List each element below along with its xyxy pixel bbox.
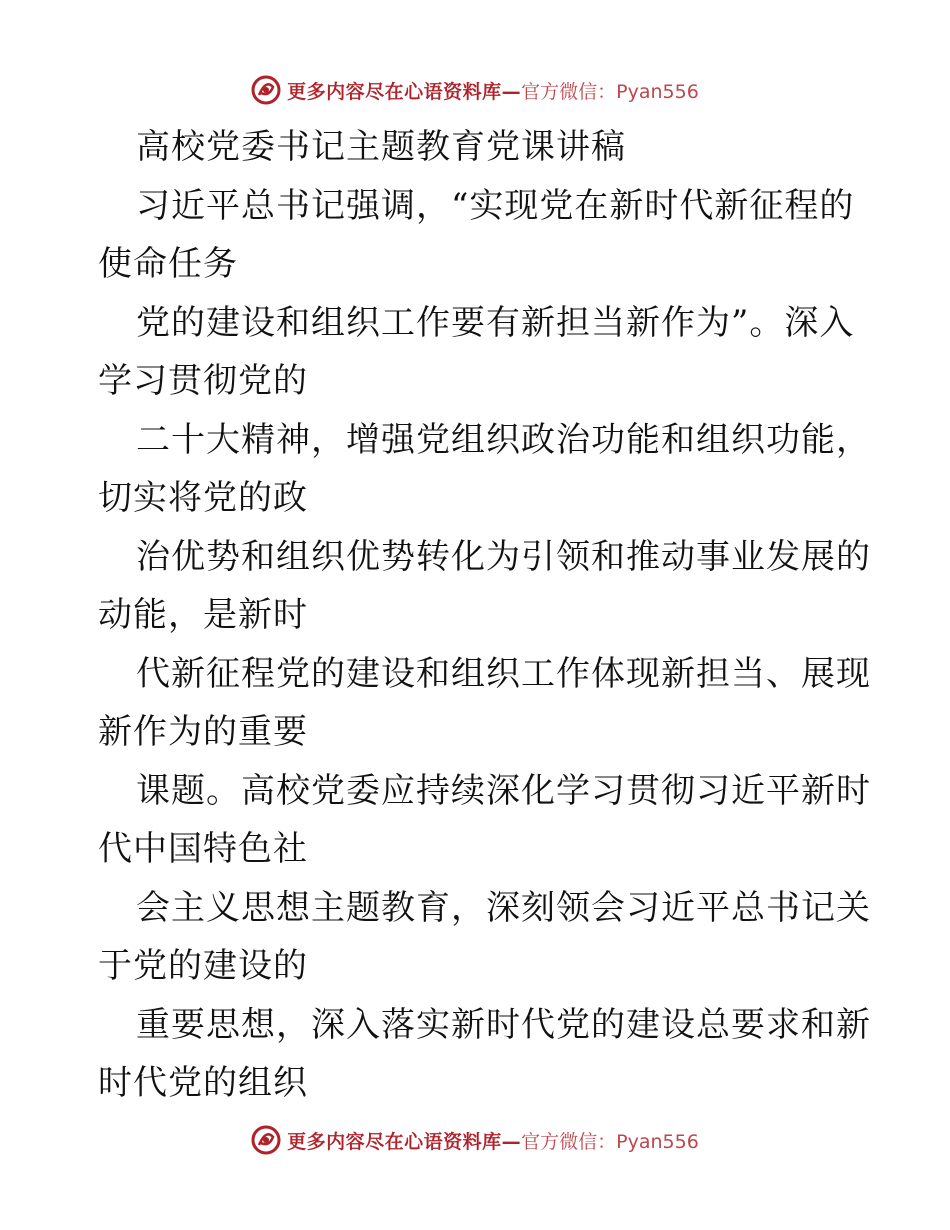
text-line: 重要思想，深入落实新时代党的建设总要求和新 bbox=[136, 1004, 871, 1045]
text-line: 于党的建设的 bbox=[98, 946, 308, 986]
footer-banner bbox=[0, 1120, 950, 1160]
text-line: 党的建设和组织工作要有新担当新作为”。深入 bbox=[136, 302, 855, 343]
text-line: 代新征程党的建设和组织工作体现新担当、展现 bbox=[136, 653, 871, 694]
banner-text: 更多内容尽在心语资料库— bbox=[287, 1130, 522, 1153]
text-line: 动能，是新时 bbox=[98, 595, 308, 635]
text-line: 二十大精神，增强党组织政治功能和组织功能， bbox=[136, 419, 871, 460]
banner-wechat: 官方微信：Pyan556 bbox=[521, 1130, 699, 1153]
text-line: 代中国特色社 bbox=[98, 829, 308, 869]
text-line: 高校党委书记主题教育党课讲稿 bbox=[136, 127, 626, 167]
banner-wechat: 官方微信：Pyan556 bbox=[521, 80, 699, 103]
text-line: 使命任务 bbox=[98, 244, 238, 284]
text-line: 学习贯彻党的 bbox=[98, 361, 308, 401]
header-banner bbox=[0, 70, 950, 110]
text-line: 会主义思想主题教育，深刻领会习近平总书记关 bbox=[136, 887, 871, 928]
text-line: 时代党的组织 bbox=[98, 1063, 308, 1103]
document-body bbox=[98, 118, 871, 1113]
text-line: 课题。高校党委应持续深化学习贯彻习近平新时 bbox=[136, 770, 871, 811]
red-swirl-logo-icon bbox=[251, 1125, 281, 1155]
text-line: 习近平总书记强调，“实现党在新时代新征程的 bbox=[136, 185, 855, 226]
banner-text: 更多内容尽在心语资料库— bbox=[287, 80, 522, 103]
text-line: 新作为的重要 bbox=[98, 712, 308, 752]
text-line: 切实将党的政 bbox=[98, 478, 308, 518]
red-swirl-logo-icon bbox=[251, 75, 281, 105]
text-line: 治优势和组织优势转化为引领和推动事业发展的 bbox=[136, 536, 871, 577]
